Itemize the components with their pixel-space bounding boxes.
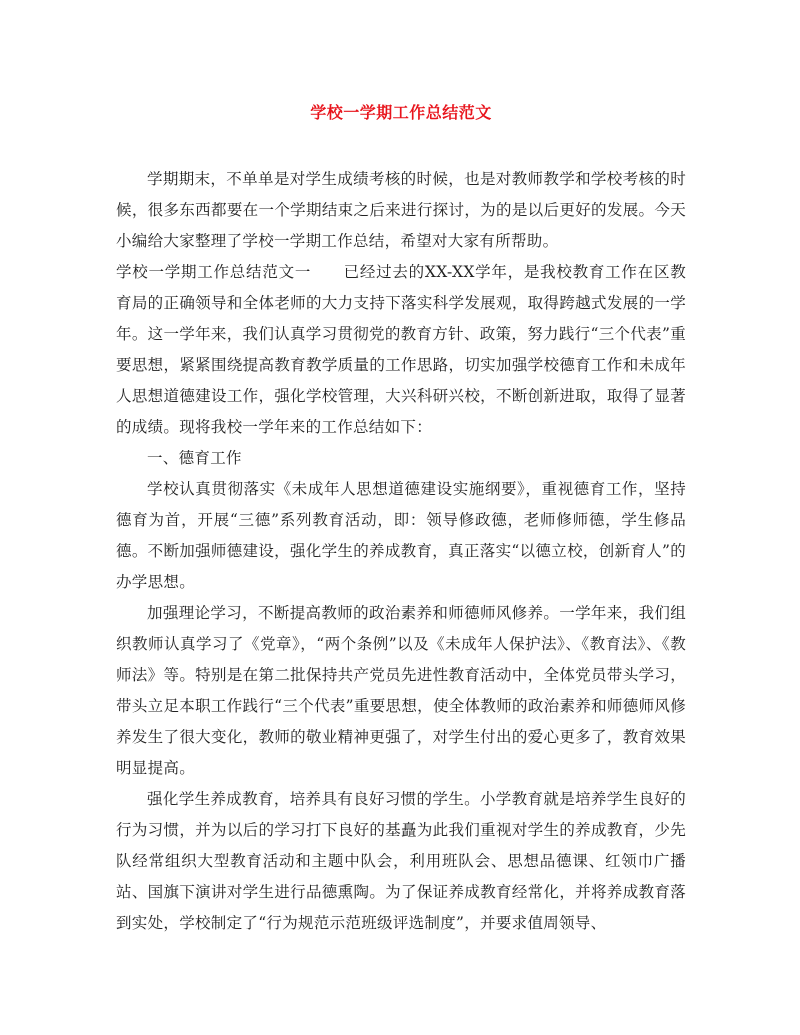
intro-paragraph: 学期期末，不单单是对学生成绩考核的时候，也是对教师教学和学校考核的时候，很多东西都要在一个学期结束之后来进行探讨，为的是以后更好的发展。今天小编给大家整理了学校一学期工作总结，希望对大家有所帮助。 <box>116 170 686 250</box>
document-title: 学校一学期工作总结范文 <box>310 103 492 122</box>
document-page <box>116 102 686 939</box>
moral-education-paragraph: 学校认真贯彻落实《未成年人思想道德建设实施纲要》，重视德育工作，坚持德育为首，开展“三德”系列教育活动，即：领导修政德，老师修师德，学生修品德。不断加强师德建设，强化学生的养成教育，真正落实“以德立校，创新育人”的办学思想。 <box>116 480 686 591</box>
summary-opening-paragraph: 学校一学期工作总结范文一 已经过去的XX-XX学年，是我校教育工作在区教育局的正确领导和全体老师的大力支持下落实科学发展观，取得跨越式发展的一学年。这一学年来，我们认真学习贯彻党的教育方针、政策，努力践行“三个代表”重要思想，紧紧围绕提高教育教学质量的工作思路，切实加强学校德育工作和未成年人思想道德建设工作，强化学校管理，大兴科研兴校，不断创新进取，取得了显著的成绩。现将我校一学年来的工作总结如下： <box>116 263 686 436</box>
habit-education-paragraph: 强化学生养成教育，培养具有良好习惯的学生。小学教育就是培养学生良好的行为习惯，并为以后的学习打下良好的基矗为此我们重视对学生的养成教育，少先队经常组织大型教育活动和主题中队会，利用班队会、思想品德课、红领巾广播站、国旗下演讲对学生进行品德熏陶。为了保证养成教育经常化，并将养成教育落到实处，学校制定了“行为规范示范班级评选制度”，并要求值周领导、 <box>116 790 686 932</box>
theory-study-paragraph: 加强理论学习，不断提高教师的政治素养和师德师风修养。一学年来，我们组织教师认真学习了《党章》，“两个条例”以及《未成年人保护法》、《教育法》、《教师法》等。特别是在第二批保持共产党员先进性教育活动中，全体党员带头学习，带头立足本职工作践行“三个代表”重要思想，使全体教师的政治素养和师德师风修养发生了很大变化，教师的敬业精神更强了，对学生付出的爱心更多了，教育效果明显提高。 <box>116 604 686 777</box>
section-heading-moral-education: 一、德育工作 <box>147 449 242 467</box>
